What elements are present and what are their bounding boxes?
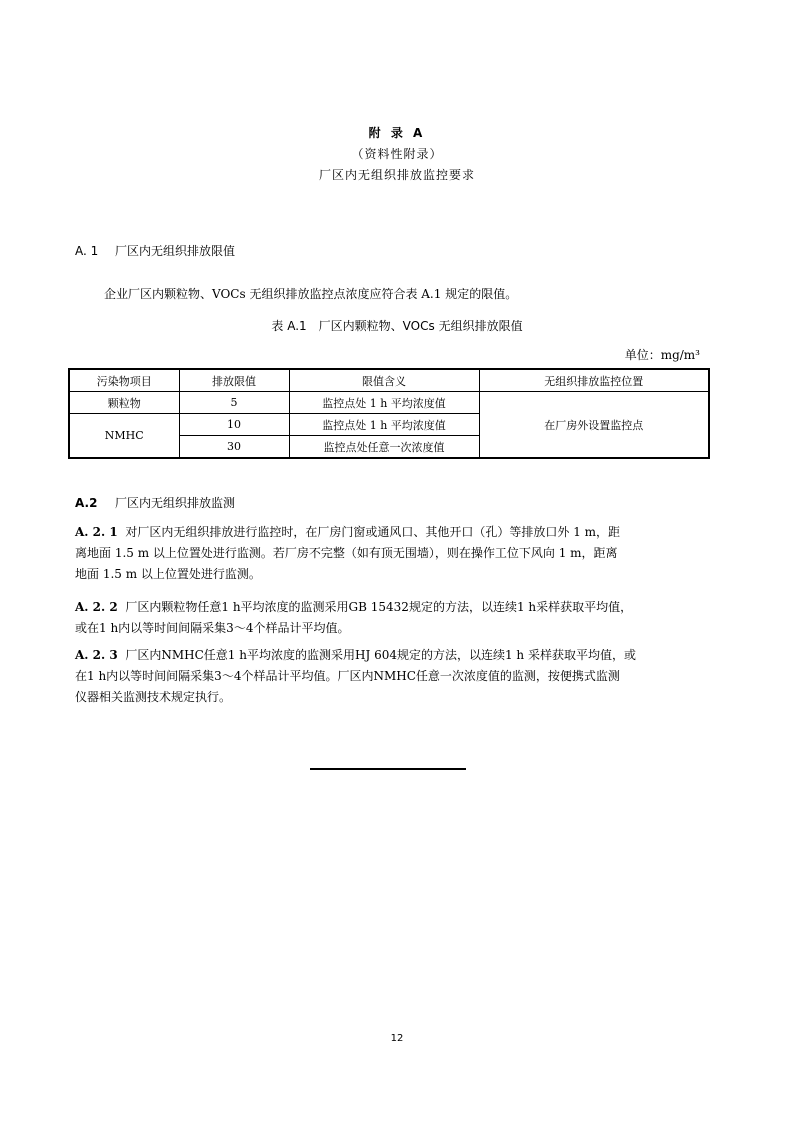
paragraph-a22 xyxy=(75,597,725,639)
header-pollutant: 污染物项目 xyxy=(69,369,179,392)
paragraph-a22-line2: 或在1 h内以等时间间隔采集3～4个样品计平均值。 xyxy=(75,621,350,635)
header-meaning: 限值含义 xyxy=(289,369,479,392)
paragraph-a21-line1: 对厂区内无组织排放进行监控时，在厂房门窗或通风口、其他开口（孔）等排放口外 1 m，距 xyxy=(125,525,621,539)
paragraph-a21-line3: 地面 1.5 m 以上位置处进行监测。 xyxy=(75,567,261,581)
appendix-type: （资料性附录） xyxy=(351,147,443,161)
section-a1-heading xyxy=(75,242,235,259)
table-row xyxy=(69,392,709,414)
paragraph-a23 xyxy=(75,645,725,708)
appendix-title: 附 录 A xyxy=(368,126,426,140)
limits-table xyxy=(68,368,710,459)
paragraph-a21-line2: 离地面 1.5 m 以上位置处进行监测。若厂房不完整（如有顶无围墙），则在操作工位下风向 1 m，距离 xyxy=(75,546,618,560)
header-location: 无组织排放监控位置 xyxy=(479,369,709,392)
section-a2-title: 厂区内无组织排放监测 xyxy=(115,496,236,510)
paragraph-a23-line3: 仪器相关监测技术规定执行。 xyxy=(75,690,232,704)
section-a1-intro: 企业厂区内颗粒物、VOCs 无组织排放监控点浓度应符合表 A.1 规定的限值。 xyxy=(104,287,518,301)
appendix-main-title: 厂区内无组织排放监控要求 xyxy=(318,168,475,182)
cell-pollutant: NMHC xyxy=(69,414,179,459)
paragraph-a21-number: A. 2. 1 xyxy=(75,525,118,539)
cell-meaning: 监控点处任意一次浓度值 xyxy=(289,436,479,459)
cell-location: 在厂房外设置监控点 xyxy=(479,392,709,459)
end-rule xyxy=(310,768,466,770)
cell-meaning: 监控点处 1 h 平均浓度值 xyxy=(289,392,479,414)
paragraph-a22-line1: 厂区内颗粒物任意1 h平均浓度的监测采用GB 15432规定的方法，以连续1 h采样获取平均值， xyxy=(125,600,633,614)
paragraph-a23-line2: 在1 h内以等时间间隔采集3～4个样品计平均值。厂区内NMHC任意一次浓度值的监测，按便携式监测 xyxy=(75,669,620,683)
table-caption: 表 A.1 厂区内颗粒物、VOCs 无组织排放限值 xyxy=(271,319,523,333)
paragraph-a22-number: A. 2. 2 xyxy=(75,600,118,614)
cell-pollutant: 颗粒物 xyxy=(69,392,179,414)
section-a1-number: A. 1 xyxy=(75,244,99,258)
cell-limit: 30 xyxy=(179,436,289,459)
page-number: 12 xyxy=(390,1033,404,1044)
paragraph-a21 xyxy=(75,522,725,585)
cell-limit: 10 xyxy=(179,414,289,436)
paragraph-a23-line1: 厂区内NMHC任意1 h平均浓度的监测采用HJ 604规定的方法，以连续1 h 采样获取平均值，或 xyxy=(125,648,636,662)
table-unit: 单位：mg/m³ xyxy=(624,348,700,362)
table-header-row xyxy=(69,369,709,392)
header-limit: 排放限值 xyxy=(179,369,289,392)
section-a1-title: 厂区内无组织排放限值 xyxy=(115,244,236,258)
cell-meaning: 监控点处 1 h 平均浓度值 xyxy=(289,414,479,436)
section-a2-number: A.2 xyxy=(75,496,98,510)
paragraph-a23-number: A. 2. 3 xyxy=(75,648,118,662)
section-a2-heading xyxy=(75,494,235,511)
cell-limit: 5 xyxy=(179,392,289,414)
